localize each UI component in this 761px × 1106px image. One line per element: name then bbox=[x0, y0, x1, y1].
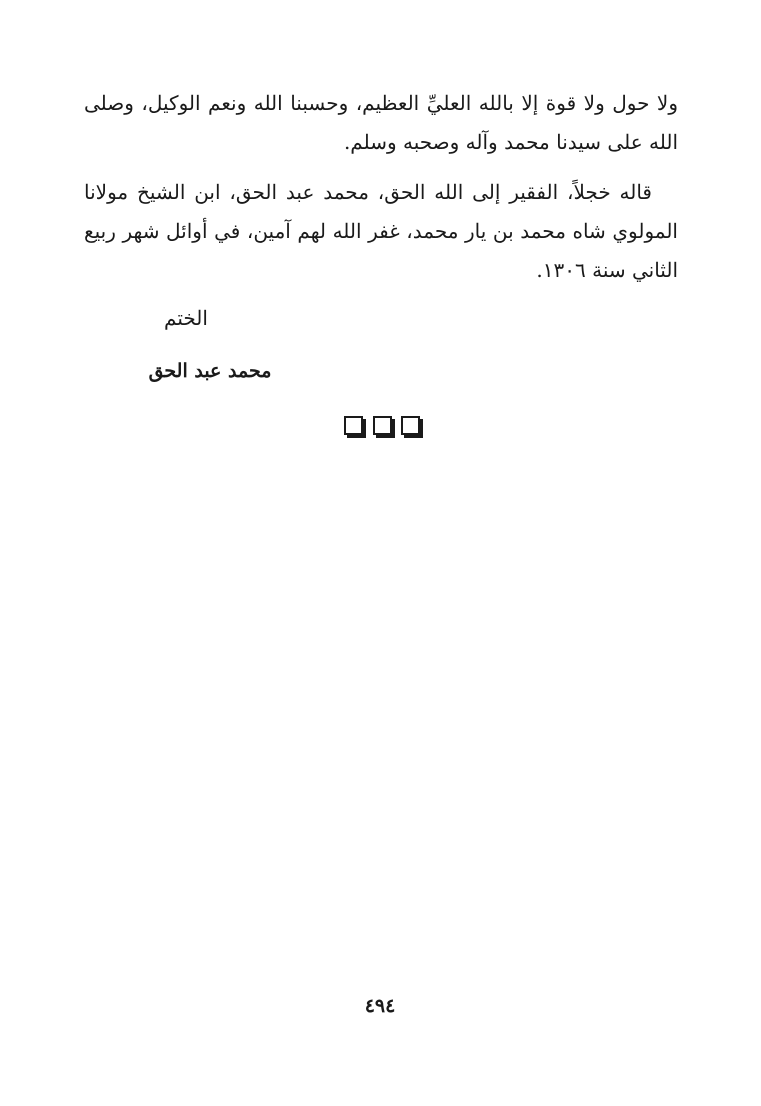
author-signature: محمد عبد الحق bbox=[148, 360, 272, 382]
ornament-square-icon bbox=[344, 416, 363, 435]
ornament-square-icon bbox=[401, 416, 420, 435]
end-of-text-ornament bbox=[344, 414, 420, 436]
ornament-square-icon bbox=[373, 416, 392, 435]
page-number: ٤٩٤ bbox=[364, 995, 396, 1017]
author-colophon-paragraph: قاله خجلاً، الفقير إلى الله الحق، محمد عبد الحق، ابن الشيخ مولانا المولوي شاه محمد بن يار محمد، غفر الله لهم آمين، في أوائل شهر ربيع الثاني سنة ١٣٠٦. bbox=[84, 180, 678, 282]
closing-prayer-paragraph: ولا حول ولا قوة إلا بالله العليِّ العظيم، وحسبنا الله ونعم الوكيل، وصلى الله على سيدنا محمد وآله وصحبه وسلم. bbox=[84, 91, 678, 154]
closing-word: الختم bbox=[164, 306, 208, 330]
